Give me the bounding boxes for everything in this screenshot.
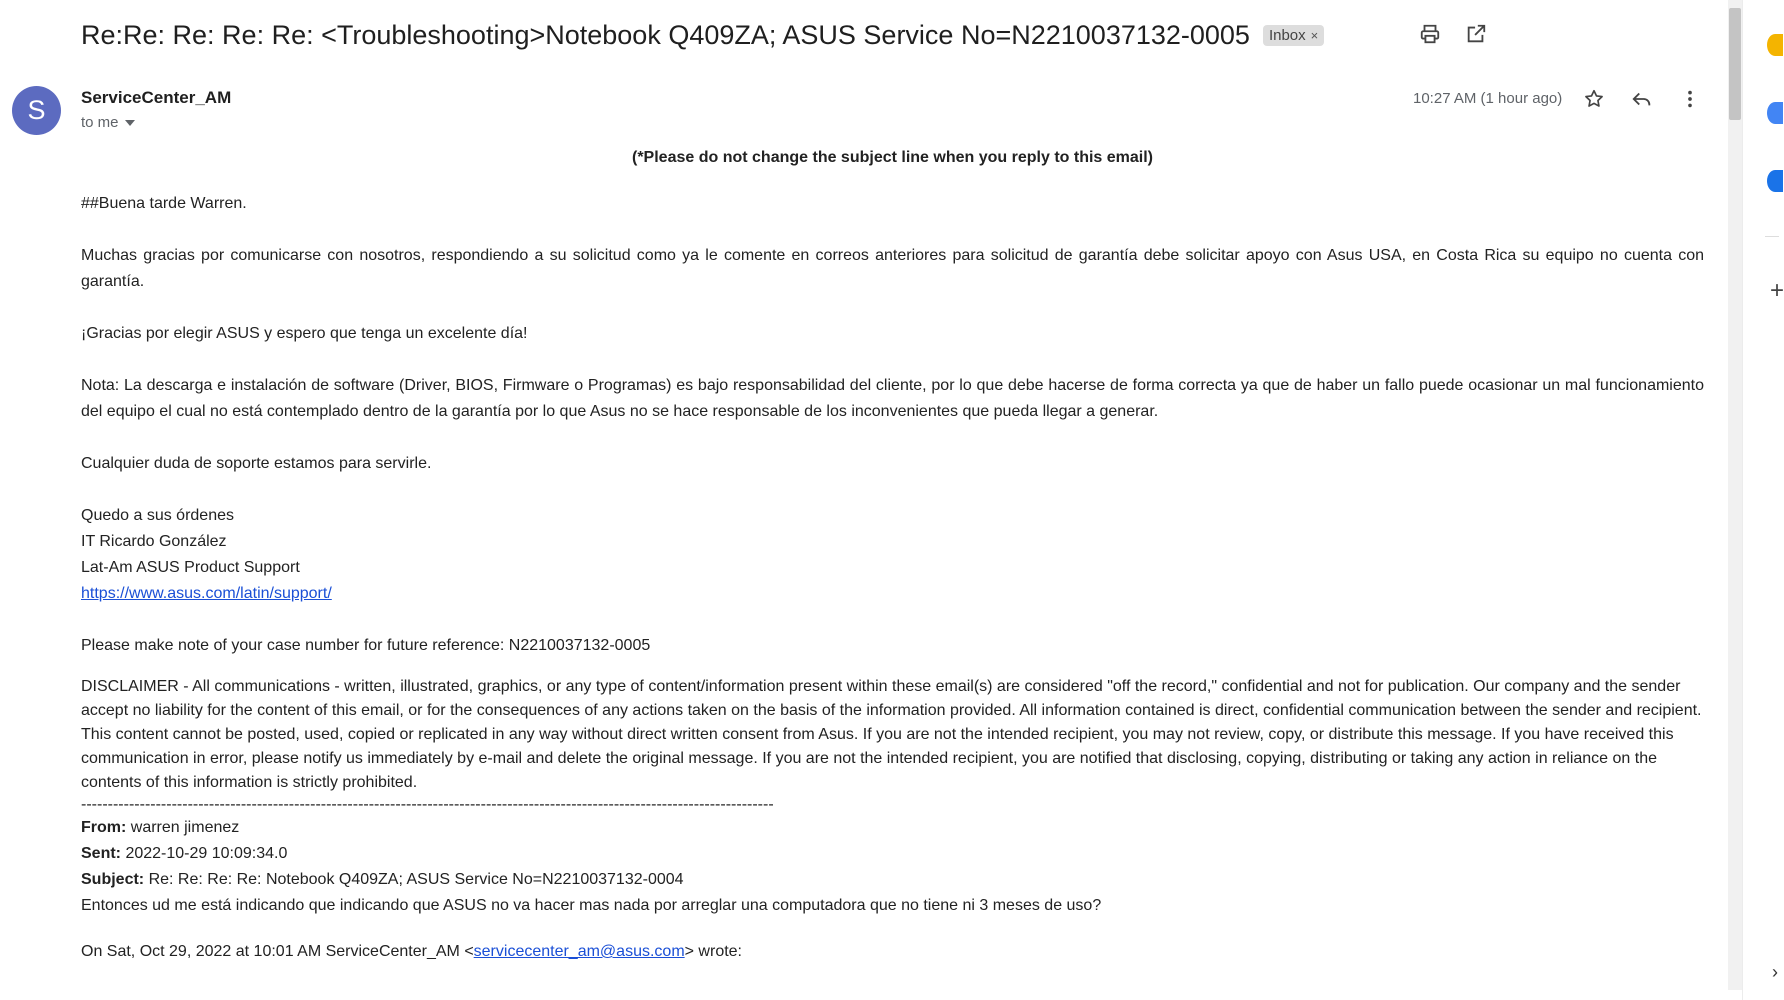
- sender-name[interactable]: ServiceCenter_AM: [81, 88, 232, 107]
- inbox-label-text: Inbox: [1268, 26, 1306, 44]
- side-divider: [1765, 236, 1779, 237]
- inbox-label-chip[interactable]: [1263, 25, 1324, 46]
- sent-value: 2022-10-29 10:09:34.0: [121, 845, 288, 862]
- more-vertical-icon[interactable]: [1678, 87, 1702, 111]
- support-link[interactable]: https://www.asus.com/latin/support/: [81, 585, 332, 602]
- reply-attribution: [81, 939, 1704, 965]
- open-in-new-window-icon[interactable]: [1464, 22, 1488, 46]
- star-icon[interactable]: [1582, 87, 1606, 111]
- case-number-note: Please make note of your case number for future reference: N2210037132-0005: [81, 637, 651, 654]
- from-value: warren jimenez: [126, 819, 240, 836]
- message-timestamp: 10:27 AM (1 hour ago): [1413, 90, 1563, 107]
- sender-email-link[interactable]: servicecenter_am@asus.com: [473, 943, 685, 960]
- tasks-icon[interactable]: [1767, 102, 1783, 124]
- from-label: From:: [81, 819, 127, 836]
- side-panel: [1742, 0, 1784, 1000]
- scrollbar-thumb[interactable]: [1729, 8, 1741, 120]
- subject-row: [81, 14, 1324, 56]
- remove-label-icon[interactable]: ×: [1310, 27, 1319, 43]
- contacts-icon[interactable]: [1767, 170, 1783, 192]
- signature-line-2: IT Ricardo González: [81, 533, 227, 550]
- scrollbar-track[interactable]: [1728, 0, 1742, 990]
- chevron-down-icon[interactable]: [125, 120, 135, 126]
- avatar[interactable]: S: [12, 86, 61, 135]
- body-paragraph-4: Cualquier duda de soporte estamos para servirle.: [81, 455, 432, 472]
- keep-icon[interactable]: [1767, 34, 1783, 56]
- subject-label: Subject:: [81, 871, 145, 888]
- signature-line-3: Lat-Am ASUS Product Support: [81, 559, 300, 576]
- disclaimer: DISCLAIMER - All communications - written, illustrated, graphics, or any type of content/information present within these email(s) are considered "off the record," confidential and not for publication. Our company and the sender accept no liability for the content of this email, or for the consequences of any actions taken on the basis of the information provided. All information contained is direct, confidential communication between the sender and recipient. This content cannot be posted, used, copied or replicated in any way without direct written consent from Asus. If you are not the intended recipient, you may not review, copy, or distribute this message. If you have received this communication in error, please notify us immediately by e-mail and delete the original message. If you are not the intended recipient, you are notified that disclosing, copying, distributing or taking any action in reliance on the contents of this information is strictly prohibited.: [81, 678, 1702, 791]
- top-actions: [1418, 22, 1488, 46]
- recipient-label: to me: [81, 114, 119, 131]
- sent-label: Sent:: [81, 845, 121, 862]
- recipient-details[interactable]: [81, 114, 135, 131]
- quoted-text: Entonces ud me está indicando que indicando que ASUS no va hacer mas nada por arreglar una computadora que no tiene ni 3 meses de uso?: [81, 897, 1102, 914]
- greeting: ##Buena tarde Warren.: [81, 195, 247, 212]
- quote-separator: ----------------------------------------------------------------------------------------------------------------------------------: [81, 796, 774, 813]
- attribution-prefix: On Sat, Oct 29, 2022 at 10:01 AM ServiceCenter_AM <: [81, 943, 474, 960]
- email-subject: Re:Re: Re: Re: Re: <Troubleshooting>Notebook Q409ZA; ASUS Service No=N2210037132-0005: [81, 19, 1250, 50]
- print-icon[interactable]: [1418, 22, 1442, 46]
- body-paragraph-2: ¡Gracias por elegir ASUS y espero que tenga un excelente día!: [81, 325, 528, 342]
- signature: [81, 503, 1704, 607]
- collapse-panel-icon[interactable]: ›: [1772, 962, 1778, 982]
- quoted-header: [81, 815, 1704, 919]
- message-actions: [1582, 87, 1702, 111]
- reply-icon[interactable]: [1630, 87, 1654, 111]
- add-addon-icon[interactable]: +: [1770, 277, 1784, 304]
- body-paragraph-1: Muchas gracias por comunicarse con nosotros, respondiendo a su solicitud como ya le comente en correos anteriores para solicitud de garantía debe solicitar apoyo con Asus USA, en Costa Rica su equipo no cuenta con garantía.: [81, 247, 1704, 290]
- signature-line-1: Quedo a sus órdenes: [81, 507, 234, 524]
- subject-value: Re: Re: Re: Re: Notebook Q409ZA; ASUS Service No=N2210037132-0004: [144, 871, 684, 888]
- body-paragraph-3: Nota: La descarga e instalación de software (Driver, BIOS, Firmware o Programas) es bajo responsabilidad del cliente, por lo que debe hacerse de forma correcta ya que de haber un fallo puede ocasionar un mal funcionamiento del equipo el cual no está contemplado dentro de la garantía por lo que Asus no se hace responsable de los inconvenientes que pueda llegar a generar.: [81, 377, 1704, 420]
- subject-warning-note: (*Please do not change the subject line when you reply to this email): [632, 149, 1153, 166]
- attribution-suffix: > wrote:: [684, 943, 742, 960]
- message-body: [81, 145, 1704, 965]
